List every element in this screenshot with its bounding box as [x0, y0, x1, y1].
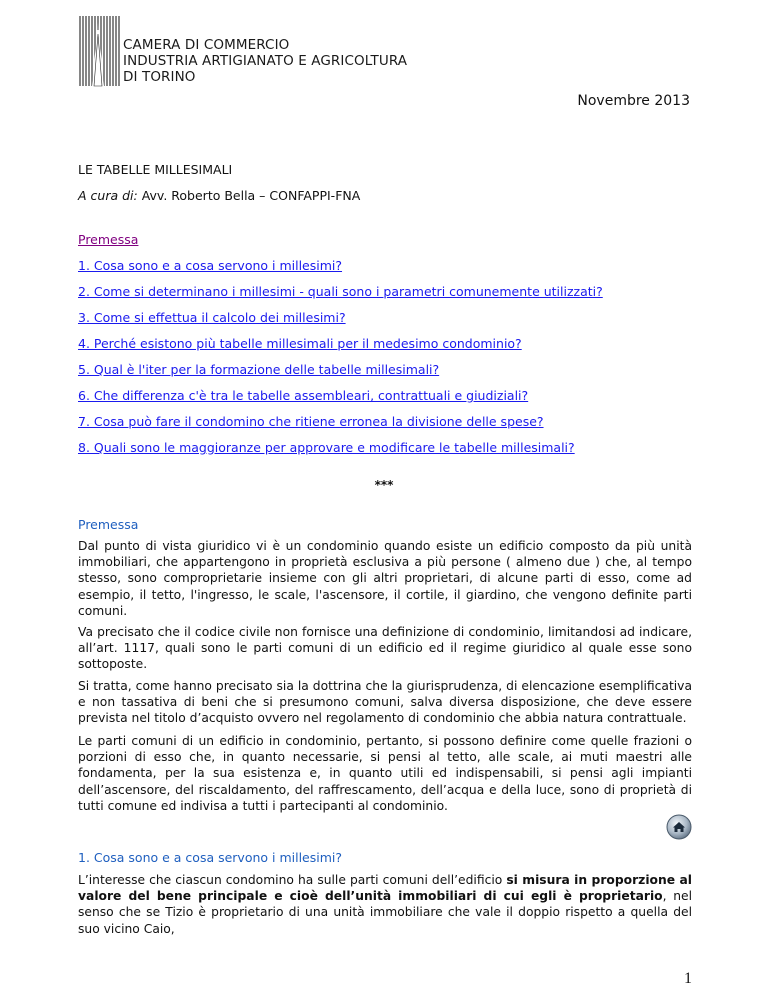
table-of-contents	[78, 232, 603, 466]
logo-line: DI TORINO	[123, 69, 196, 85]
premessa-heading: Premessa	[78, 517, 139, 532]
toc-link-7[interactable]: 7. Cosa può fare il condomino che ritiene erronea la divisione delle spese?	[78, 414, 544, 429]
home-button[interactable]	[666, 814, 692, 840]
section-1-paragraph	[78, 872, 692, 937]
page-number: 1	[684, 970, 692, 987]
premessa-paragraph-1: Dal punto di vista giuridico vi è un condominio quando esiste un edificio composto da più unità immobiliari, che appartengono in proprietà esclusiva a più persone ( almeno due ) che, al tempo stesso, sono comproprietarie insieme con gli altri proprietari, di alcune parti di esso, come ad esempio, il tetto, l'ingresso, le scale, l'ascensore, il cortile, il giardino, che vengono definite parti comuni.	[78, 539, 692, 618]
toc-link-4[interactable]: 4. Perché esistono più tabelle millesimali per il medesimo condominio?	[78, 336, 522, 351]
section-separator: ***	[374, 478, 394, 492]
document-byline	[78, 188, 360, 203]
premessa-paragraph-2: Va precisato che il codice civile non fornisce una definizione di condominio, limitandosi ad indicare, all’art. 1117, quali sono le parti comuni di un edificio ed il regime giuridico al quale esse sono sottoposte.	[78, 625, 692, 672]
toc-link-5[interactable]: 5. Qual è l'iter per la formazione delle tabelle millesimali?	[78, 362, 440, 377]
section-1-text-start: L’interesse che ciascun condomino ha sulle parti comuni dell’edificio	[78, 873, 507, 887]
toc-link-1[interactable]: 1. Cosa sono e a cosa servono i millesimi?	[78, 258, 343, 273]
toc-link-3[interactable]: 3. Come si effettua il calcolo dei millesimi?	[78, 310, 346, 325]
toc-link-8[interactable]: 8. Quali sono le maggioranze per approvare e modificare le tabelle millesimali?	[78, 440, 575, 455]
premessa-paragraph-4: Le parti comuni di un edificio in condominio, pertanto, si possono definire come quelle frazioni o porzioni di esso che, in quanto necessarie, si pensi al tetto, alle scale, ai muti maestri alle fondamenta, per la sua esistenza e, in quanto utili ed indispensabili, si pensi agli impianti dell’ascensore, del riscaldamento, del raffrescamento, dell’acqua e della luce, sono di proprietà di tutti comune ed indivisa a tutti i partecipanti al condominio.	[78, 734, 692, 813]
chamber-name	[123, 37, 407, 85]
logo-line: CAMERA DI COMMERCIO	[123, 37, 290, 53]
home-icon	[666, 814, 692, 840]
toc-link-6[interactable]: 6. Che differenza c'è tra le tabelle assembleari, contrattuali e giudiziali?	[78, 388, 529, 403]
chamber-logo	[78, 16, 408, 90]
section-1-text-bold: si misura in proporzione al valore del bene principale e cioè dell’unità immobiliari di cui egli è proprietario	[78, 873, 692, 904]
toc-link-premessa[interactable]: Premessa	[78, 232, 139, 247]
byline-prefix: A cura di:	[78, 188, 138, 203]
byline-author: Avv. Roberto Bella – CONFAPPI-FNA	[137, 188, 361, 203]
premessa-paragraph-3: Si tratta, come hanno precisato sia la dottrina che la giurisprudenza, di elencazione esemplificativa e non tassativa di beni che si presumono comuni, salva diversa disposizione, che deve essere prevista nel titolo d’acquisto ovvero nel regolamento di condominio che abbia natura contrattuale.	[78, 679, 692, 726]
section-1-heading: 1. Cosa sono e a cosa servono i millesimi?	[78, 850, 343, 865]
document-title: LE TABELLE MILLESIMALI	[78, 162, 233, 177]
document-date: Novembre 2013	[577, 93, 690, 109]
toc-link-2[interactable]: 2. Come si determinano i millesimi - quali sono i parametri comunemente utilizzati?	[78, 284, 603, 299]
chamber-logo-icon	[78, 16, 126, 90]
logo-line: INDUSTRIA ARTIGIANATO E AGRICOLTURA	[123, 53, 408, 69]
section-1-text-end: , nel senso che se Tizio è proprietario di una unità immobiliare che vale il doppio rispetto a quella del suo vicino Caio,	[78, 889, 692, 936]
